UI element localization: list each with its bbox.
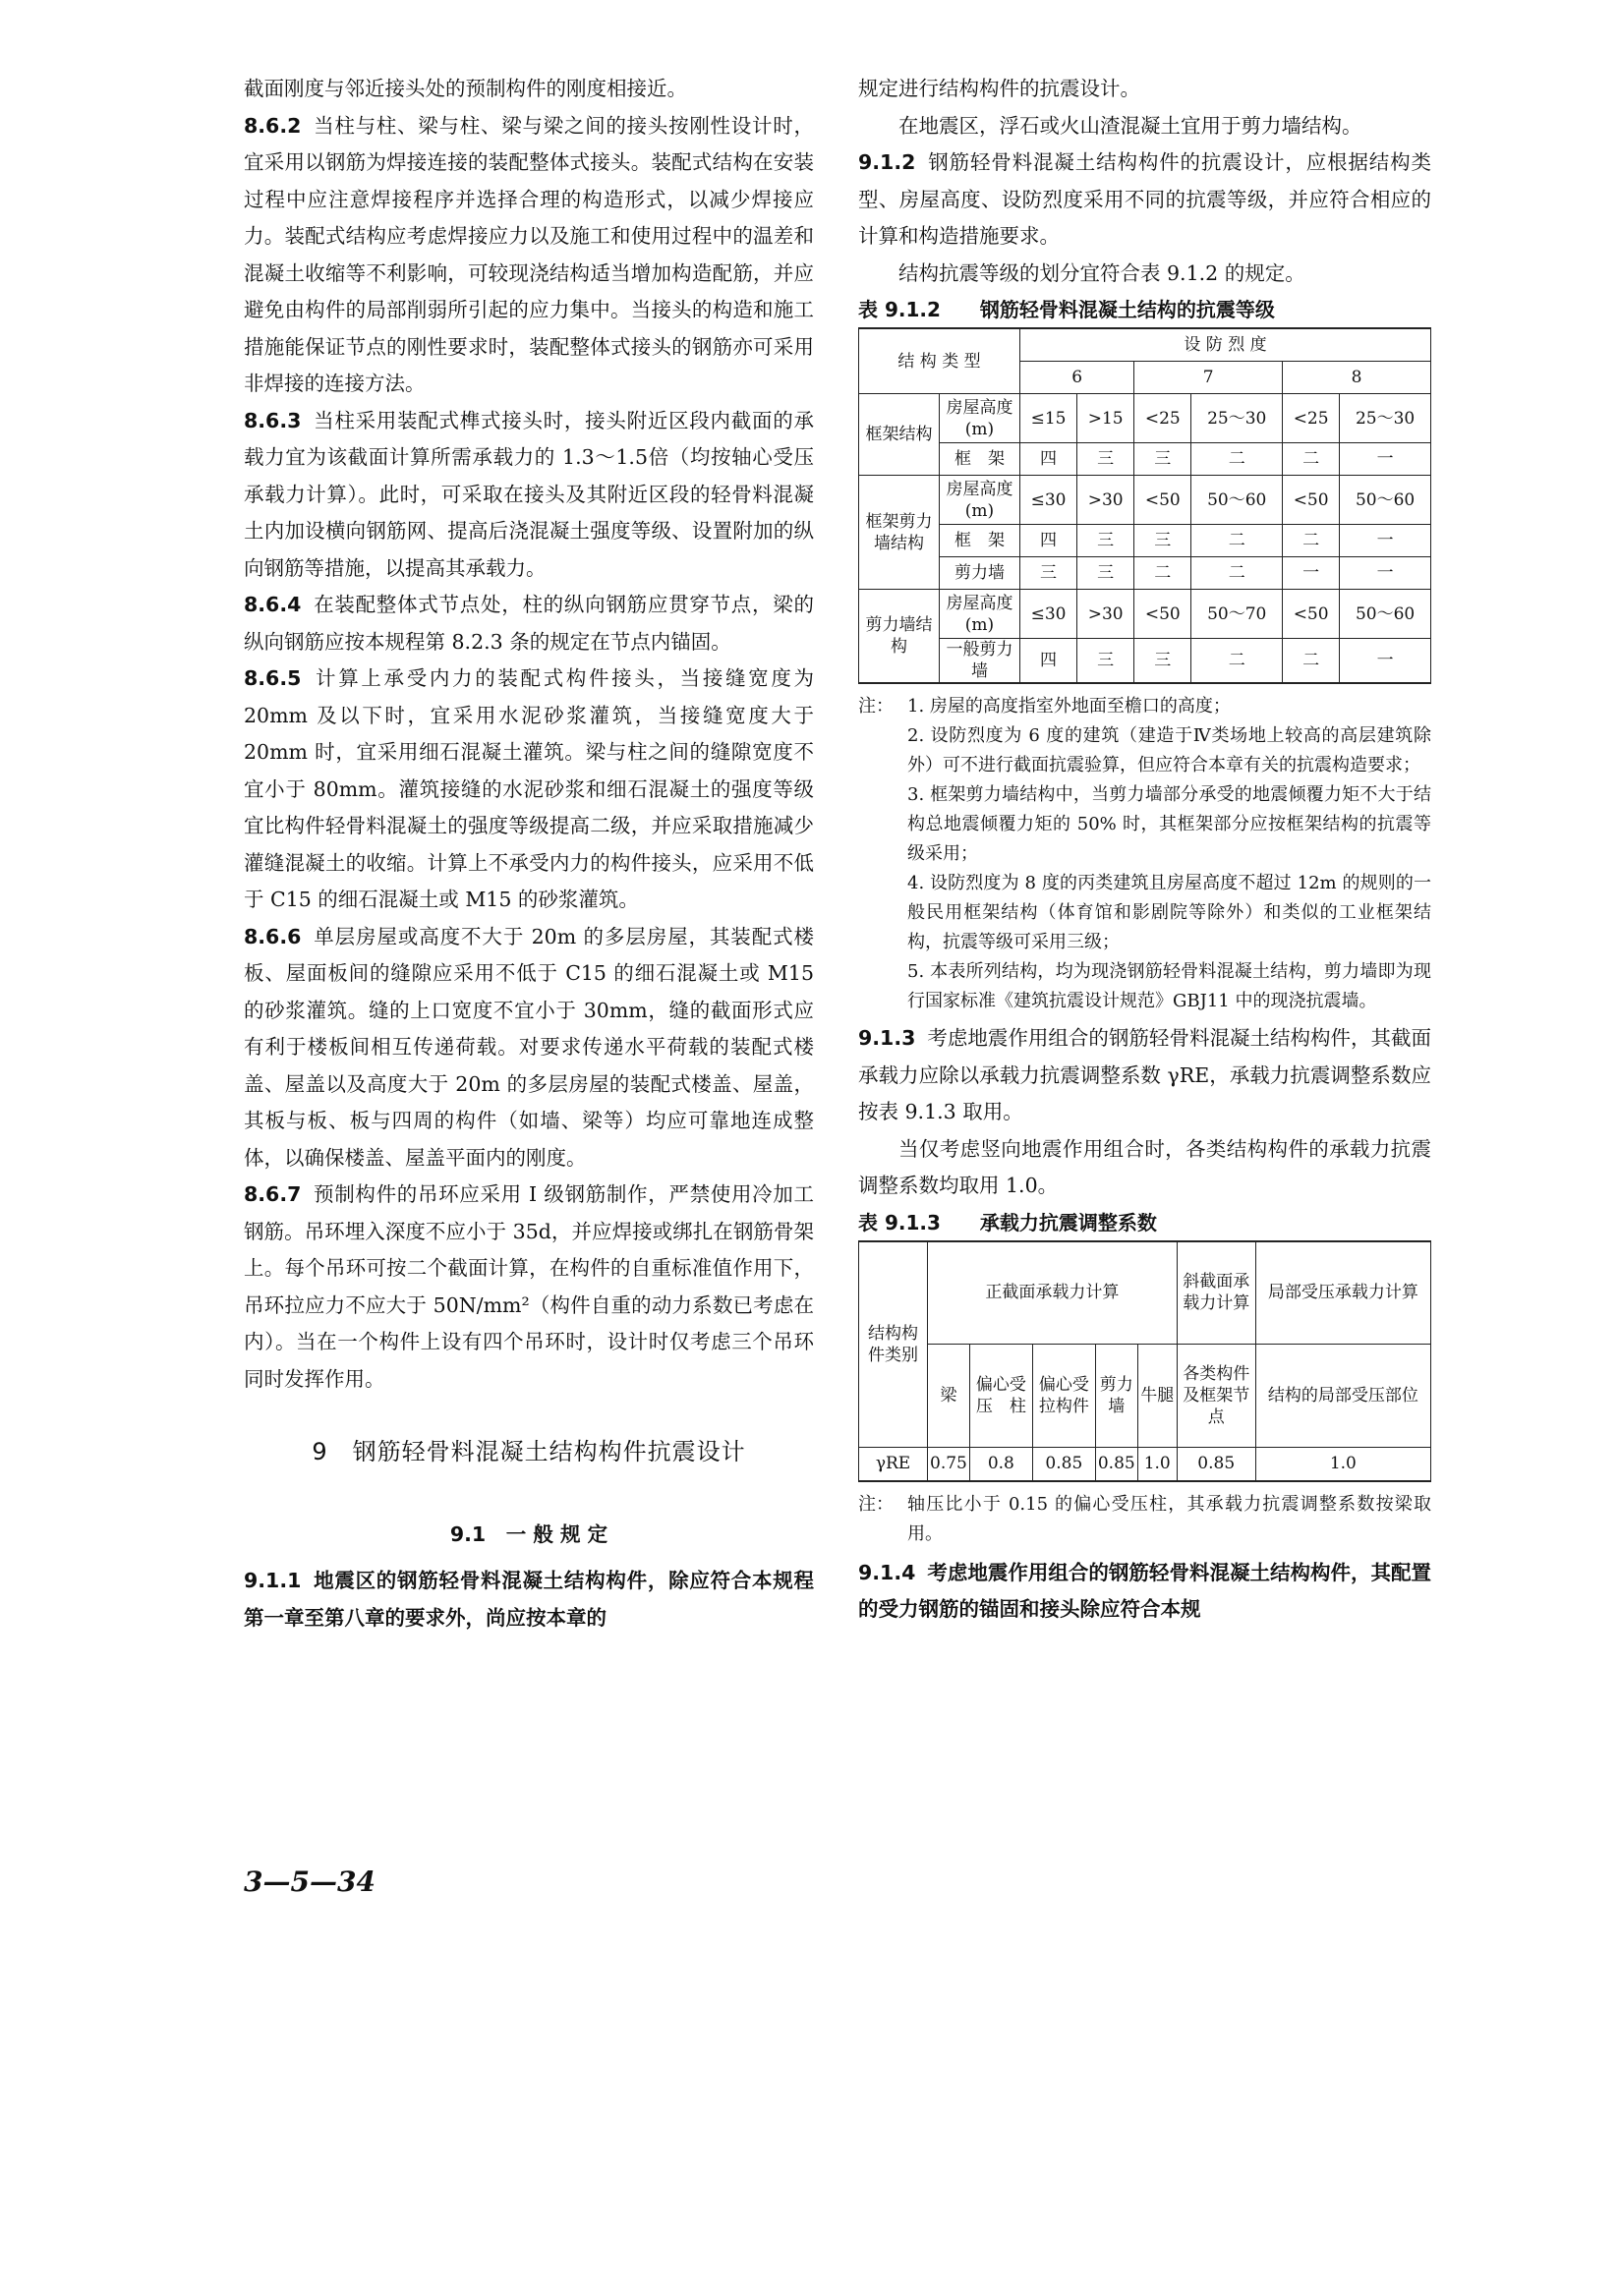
- table-cell: 0.85: [1177, 1448, 1255, 1481]
- clause-text: 计算上承受内力的装配式构件接头，当接缝宽度为 20mm 及以下时，宜采用水泥砂浆灌筑，当接缝宽度大于 20mm 时，宜采用细石混凝土灌筑。梁与柱之间的缝隙宽度不宜小于 80mm。灌筑接缝的水泥砂浆和细石混凝土的强度等级宜比构件轻骨料混凝土的强度等级提高二级，并应采取措施减少灌缝混凝土的收缩。计算上不承受内力的构件接头，应采用不低于 C15 的细石混凝土或 M15 的砂浆灌筑。: [244, 666, 814, 911]
- table-cell: 三: [1077, 557, 1134, 590]
- row-label: γRE: [859, 1448, 928, 1481]
- table-cell: 25～30: [1191, 394, 1283, 443]
- table-cell: 一: [1340, 443, 1431, 476]
- clause-text: 钢筋轻骨料混凝土结构构件的抗震设计，应根据结构类型、房屋高度、设防烈度采用不同的抗震等级，并应符合相应的计算和构造措施要求。: [858, 150, 1431, 248]
- clause-8-6-6: [244, 919, 814, 1177]
- table-number: 表 9.1.3: [858, 1210, 941, 1234]
- header-cell: 梁: [928, 1345, 970, 1448]
- header-cell: 偏心受压 柱: [969, 1345, 1032, 1448]
- table-cell: ≤15: [1020, 394, 1077, 443]
- table-cell: 四: [1020, 525, 1077, 557]
- table-cell: 50～60: [1191, 476, 1283, 525]
- notes-head: 注：: [858, 1493, 894, 1515]
- header-cell: 结 构 类 型: [859, 328, 1020, 394]
- table-cell: 三: [1077, 525, 1134, 557]
- clause-text: 当柱采用装配式榫式接头时，接头附近区段内截面的承载力宜为该截面计算所需承载力的 1.3～1.5倍（均按轴心受压承载力计算）。此时，可采取在接头及其附近区段的轻骨料混凝土内加设横向钢筋网、提高后浇混凝土强度等级、设置附加的纵向钢筋等措施，以提高其承载力。: [244, 408, 814, 580]
- group-cell: 框架结构: [859, 394, 940, 476]
- table-cell: <50: [1134, 590, 1191, 639]
- clause-number: 8.6.4: [244, 593, 302, 616]
- table-cell: 二: [1283, 525, 1340, 557]
- label-cell: 房屋高度(m): [940, 394, 1020, 443]
- note: 4. 设防烈度为 8 度的丙类建筑且房屋高度不超过 12m 的规则的一般民用框架结构（体育馆和影剧院等除外）和类似的工业框架结构，抗震等级可采用三级；: [907, 873, 1431, 952]
- table-notes: [858, 692, 1431, 1016]
- note: 轴压比小于 0.15 的偏心受压柱，其承载力抗震调整系数按梁取用。: [907, 1493, 1431, 1544]
- clause-number: 8.6.2: [244, 113, 302, 138]
- header-cell: 正截面承载力计算: [928, 1241, 1178, 1345]
- page-number: 3—5—34: [244, 1866, 376, 1898]
- clause-9-1-1: [244, 1563, 814, 1636]
- table-cell: 0.75: [928, 1448, 970, 1481]
- table-number: 表 9.1.2: [858, 298, 941, 321]
- group-cell: 框架剪力墙结构: [859, 476, 940, 590]
- header-cell: 局部受压承载力计算: [1255, 1241, 1430, 1345]
- table-cell: 二: [1134, 557, 1191, 590]
- clause-number: 8.6.7: [244, 1182, 302, 1206]
- table-cell: 二: [1191, 557, 1283, 590]
- note: 1. 房屋的高度指室外地面至檐口的高度；: [907, 696, 1231, 717]
- clause-9-1-3: [858, 1020, 1431, 1131]
- header-cell: 6: [1020, 362, 1134, 394]
- table-cell: <25: [1283, 394, 1340, 443]
- seismic-grade-table: [858, 327, 1431, 684]
- table-cell: 三: [1134, 443, 1191, 476]
- label-cell: 房屋高度(m): [940, 476, 1020, 525]
- adjustment-coefficient-table: [858, 1240, 1431, 1482]
- clause-text: 考虑地震作用组合的钢筋轻骨料混凝土结构构件，其配置的受力钢筋的锚固和接头除应符合本规: [858, 1560, 1431, 1621]
- table-caption: [858, 1205, 1431, 1240]
- table-cell: ≤30: [1020, 590, 1077, 639]
- clause-text: 地震区的钢筋轻骨料混凝土结构构件，除应符合本规程第一章至第八章的要求外，尚应按本章的: [244, 1569, 814, 1630]
- clause-number: 8.6.6: [244, 924, 302, 948]
- header-cell: 偏心受拉构件: [1032, 1345, 1095, 1448]
- notes-head: 注：: [858, 696, 894, 717]
- label-cell: 房屋高度(m): [940, 590, 1020, 639]
- note: 5. 本表所列结构，均为现浇钢筋轻骨料混凝土结构，剪力墙即为现行国家标准《建筑抗震设计规范》GBJ11 中的现浇抗震墙。: [907, 961, 1431, 1011]
- table-cell: <50: [1283, 590, 1340, 639]
- table-cell: 25～30: [1340, 394, 1431, 443]
- header-cell: 7: [1134, 362, 1283, 394]
- paragraph: 当仅考虑竖向地震作用组合时，各类结构构件的承载力抗震调整系数均取用 1.0。: [858, 1136, 1431, 1197]
- clause-number: 9.1.1: [244, 1569, 302, 1592]
- table-cell: >15: [1077, 394, 1134, 443]
- paragraph: 规定进行结构构件的抗震设计。: [858, 77, 1140, 100]
- table-cell: 一: [1340, 557, 1431, 590]
- table-cell: 50～60: [1340, 476, 1431, 525]
- header-cell: 剪力墙: [1095, 1345, 1137, 1448]
- header-cell: 8: [1283, 362, 1431, 394]
- table-cell: 二: [1283, 443, 1340, 476]
- table-cell: >30: [1077, 476, 1134, 525]
- table-cell: 1.0: [1255, 1448, 1430, 1481]
- clause-9-1-2: [858, 144, 1431, 256]
- table-cell: 50～70: [1191, 590, 1283, 639]
- table-cell: 二: [1191, 525, 1283, 557]
- table-cell: 0.85: [1095, 1448, 1137, 1481]
- table-title: 承载力抗震调整系数: [979, 1210, 1157, 1234]
- table-cell: >30: [1077, 590, 1134, 639]
- header-cell: 结构构件类别: [859, 1241, 928, 1448]
- clause-text: 考虑地震作用组合的钢筋轻骨料混凝土结构构件，其截面承载力应除以承载力抗震调整系数 γRE，承载力抗震调整系数应按表 9.1.3 取用。: [858, 1026, 1431, 1123]
- table-cell: <50: [1134, 476, 1191, 525]
- clause-text: 在装配整体式节点处，柱的纵向钢筋应贯穿节点，梁的纵向钢筋应按本规程第 8.2.3 条的规定在节点内锚固。: [244, 593, 814, 654]
- header-cell: 牛腿: [1137, 1345, 1177, 1448]
- table-cell: 三: [1077, 639, 1134, 684]
- label-cell: 剪力墙: [940, 557, 1020, 590]
- clause-9-1-4: [858, 1555, 1431, 1629]
- clause-number: 9.1.4: [858, 1560, 916, 1584]
- table-cell: 三: [1020, 557, 1077, 590]
- table-cell: 三: [1134, 525, 1191, 557]
- clause-number: 8.6.3: [244, 408, 302, 432]
- header-cell: 结构的局部受压部位: [1255, 1345, 1430, 1448]
- clause-8-6-3: [244, 403, 814, 588]
- paragraph: 在地震区，浮石或火山渣混凝土宜用于剪力墙结构。: [898, 113, 1362, 138]
- clause-8-6-2: [244, 108, 814, 403]
- clause-number: 9.1.2: [858, 150, 916, 174]
- label-cell: 框 架: [940, 443, 1020, 476]
- header-cell: 斜截面承载力计算: [1177, 1241, 1255, 1345]
- paragraph: 结构抗震等级的划分宜符合表 9.1.2 的规定。: [898, 260, 1305, 285]
- table-cell: <50: [1283, 476, 1340, 525]
- table-notes: [858, 1490, 1431, 1549]
- label-cell: 框 架: [940, 525, 1020, 557]
- clause-number: 8.6.5: [244, 666, 302, 690]
- note: 3. 框架剪力墙结构中，当剪力墙部分承受的地震倾覆力矩不大于结构总地震倾覆力矩的 50% 时，其框架部分应按框架结构的抗震等级采用；: [907, 784, 1431, 864]
- clause-text: 当柱与柱、梁与柱、梁与梁之间的接头按刚性设计时，宜采用以钢筋为焊接连接的装配整体式接头。装配式结构在安装过程中应注意焊接程序并选择合理的构造形式，以减少焊接应力。装配式结构应考虑焊接应力以及施工和使用过程中的温差和混凝土收缩等不利影响，可较现浇结构适当增加构造配筋，并应避免由构件的局部削弱所引起的应力集中。当接头的构造和施工措施能保证节点的刚性要求时，装配整体式接头的钢筋亦可采用非焊接的连接方法。: [244, 113, 814, 395]
- header-cell: 设 防 烈 度: [1020, 328, 1431, 362]
- right-column: [858, 71, 1431, 1629]
- table-cell: 二: [1191, 443, 1283, 476]
- table-cell: 三: [1134, 639, 1191, 684]
- table-cell: 0.8: [969, 1448, 1032, 1481]
- left-column: [244, 71, 814, 1636]
- clause-8-6-5: [244, 660, 814, 919]
- header-cell: 各类构件及框架节点: [1177, 1345, 1255, 1448]
- table-cell: <25: [1134, 394, 1191, 443]
- clause-8-6-4: [244, 587, 814, 660]
- table-cell: 二: [1283, 639, 1340, 684]
- clause-text: 预制构件的吊环应采用 I 级钢筋制作，严禁使用冷加工钢筋。吊环埋入深度不应小于 35d，并应焊接或绑扎在钢筋骨架上。每个吊环可按二个截面计算，在构件的自重标准值作用下，吊环拉应力不应大于 50N/mm²（构件自重的动力系数已考虑在内）。当在一个构件上设有四个吊环时，设计时仅考虑三个吊环同时发挥作用。: [244, 1182, 814, 1391]
- table-cell: 二: [1191, 639, 1283, 684]
- table-cell: 一: [1340, 639, 1431, 684]
- clause-8-6-7: [244, 1177, 814, 1398]
- group-cell: 剪力墙结构: [859, 590, 940, 684]
- table-cell: 三: [1077, 443, 1134, 476]
- table-cell: 一: [1283, 557, 1340, 590]
- section-title: 9.1 一 般 规 定: [449, 1522, 608, 1546]
- table-title: 钢筋轻骨料混凝土结构的抗震等级: [979, 298, 1275, 321]
- table-cell: 一: [1340, 525, 1431, 557]
- table-cell: 四: [1020, 639, 1077, 684]
- table-caption: [858, 292, 1431, 327]
- table-cell: 50～60: [1340, 590, 1431, 639]
- table-cell: ≤30: [1020, 476, 1077, 525]
- note: 2. 设防烈度为 6 度的建筑（建造于Ⅳ类场地上较高的高层建筑除外）可不进行截面抗震验算，但应符合本章有关的抗震构造要求；: [907, 725, 1431, 775]
- clause-text: 单层房屋或高度不大于 20m 的多层房屋，其装配式楼板、屋面板间的缝隙应采用不低于 C15 的细石混凝土或 M15 的砂浆灌筑。缝的上口宽度不宜小于 30mm，缝的截面形式应有利于楼板间相互传递荷载。对要求传递水平荷载的装配式楼盖、屋盖以及高度大于 20m 的多层房屋的装配式楼盖、屋盖，其板与板、板与四周的构件（如墙、梁等）均应可靠地连成整体，以确保楼盖、屋盖平面内的刚度。: [244, 924, 814, 1170]
- label-cell: 一般剪力墙: [940, 639, 1020, 684]
- table-cell: 1.0: [1137, 1448, 1177, 1481]
- table-cell: 四: [1020, 443, 1077, 476]
- table-cell: 0.85: [1032, 1448, 1095, 1481]
- chapter-title: 9 钢筋轻骨料混凝土结构构件抗震设计: [312, 1438, 746, 1465]
- paragraph: 截面刚度与邻近接头处的预制构件的刚度相接近。: [244, 77, 687, 100]
- clause-number: 9.1.3: [858, 1026, 916, 1050]
